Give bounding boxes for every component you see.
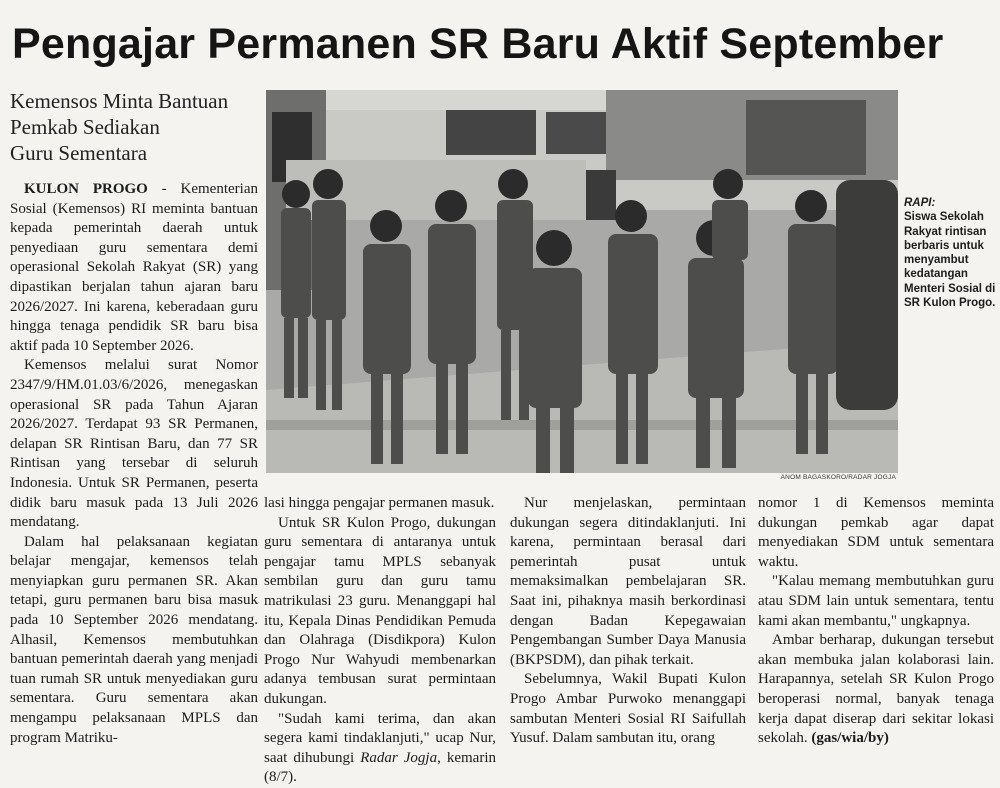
paragraph: [758, 631, 994, 749]
paragraph: lasi hingga pengajar permanen masuk.: [264, 495, 495, 511]
headline: Pengajar Permanen SR Baru Aktif September: [12, 20, 944, 68]
paragraph: Sebelumnya, Wakil Bupati Kulon Progo Ambar Purwoko menanggapi sambutan Menteri Sosial RI Saifullah Yusuf. Dalam sambutan itu, orang: [510, 671, 746, 747]
paragraph: Untuk SR Kulon Progo, dukungan guru sementara di antaranya untuk pengajar tamu MPLS sebanyak sembilan guru dan guru tamu matrikulasi 23 guru. Menanggapi hal itu, Kepala Dinas Pendidikan Pemuda dan Olahraga (Disdikpora) Kulon Progo Nur Wahyudi membenarkan adanya tembusan surat permintaan dukungan.: [264, 514, 496, 707]
caption-label: RAPI:: [904, 197, 936, 209]
quote-tail: , kemarin (8/7).: [264, 749, 497, 786]
closing-text: Ambar berharap, dukungan tersebut akan membuka jalan kolaborasi lain. Harapannya, setelah SR Kulon Progo beroperasi normal, banyak tenaga kerja dapat diserap dari sekitar lokasi sekolah.: [758, 632, 994, 747]
article-column-1: [10, 180, 258, 748]
paragraph: "Kalau memang membutuhkan guru atau SDM lain untuk sementara, tentu kami akan membantu," ungkapnya.: [758, 573, 994, 629]
quote-text: "Sudah kami terima, dan akan segera kami tindaklanjuti," ucap Nur, saat dihubungi: [264, 710, 496, 766]
news-photo: [266, 90, 898, 473]
caption-text: Siswa Sekolah Rakyat rintisan berbaris untuk menyambut kedatangan Menteri Sosial di SR Kulon Progo.: [904, 211, 996, 310]
subheadline: [10, 88, 260, 166]
lead-text: - Kementerian Sosial (Kemensos) RI meminta bantuan kepada pemerintah daerah untuk penyediaan guru sementara demi operasional Sekolah Rakyat (SR) yang dipastikan berjalan tahun ajaran baru 2026/2027. Ini karena, keberadaan guru hingga tenaga pendidik SR baru bisa aktif pada 10 September 2026.: [10, 181, 258, 354]
article-column-2: [264, 494, 496, 788]
dateline: KULON PROGO: [24, 181, 148, 197]
photo-caption: [904, 196, 996, 310]
subhead-line-1: Kemensos Minta Bantuan: [10, 89, 229, 113]
paragraph: [264, 710, 496, 788]
paragraph: Dalam hal pelaksanaan kegiatan belajar mengajar, kemensos telah menyiapkan guru permanen SR. Akan tetapi, guru permanen baru bisa masuk pada 10 September 2026 mendatang. Alhasil, Kemensos membutuhkan bantuan pemerintah daerah yang menjadi tuan rumah SR untuk menyediakan guru sementara. Guru sementara akan mengampu pelaksanaan MPLS dan program Matriku-: [10, 533, 258, 746]
article-column-3: [510, 494, 746, 749]
subhead-line-3: Guru Sementara: [10, 141, 148, 165]
paragraph: Kemensos melalui surat Nomor 2347/9/HM.01.03/6/2026, menegaskan operasional SR pada Tahun Ajaran 2026/2027. Terdapat 93 SR Permanen, delapan SR Rintisan Baru, dan 77 SR Rintisan yang tersebar di seluruh Indonesia. Untuk SR Permanen, peserta didik baru masuk pada 13 Juli 2026 mendatang.: [10, 357, 258, 531]
paragraph: [10, 180, 258, 356]
students-lineup-image: [266, 90, 898, 473]
article-column-4: [758, 494, 994, 749]
paragraph: nomor 1 di Kemensos meminta dukungan pemkab agar dapat menyediakan SDM untuk sementara waktu.: [758, 495, 994, 570]
newspaper-name: Radar Jogja: [360, 749, 438, 766]
author-initials: (gas/wia/by): [811, 730, 889, 747]
subhead-line-2: Pemkab Sediakan: [10, 115, 160, 139]
photo-credit: ANOM BAGASKORO/RADAR JOGJA: [780, 474, 896, 481]
paragraph: Nur menjelaskan, permintaan dukungan segera ditindaklanjuti. Ini karena, permintaan berasal dari pemerintah pusat untuk memaksimalkan pembelajaran SR. Saat ini, pihaknya masih berkordinasi dengan Badan Kepegawaian Pengembangan Sumber Daya Manusia (BKPSDM), dan pihak terkait.: [510, 495, 746, 668]
